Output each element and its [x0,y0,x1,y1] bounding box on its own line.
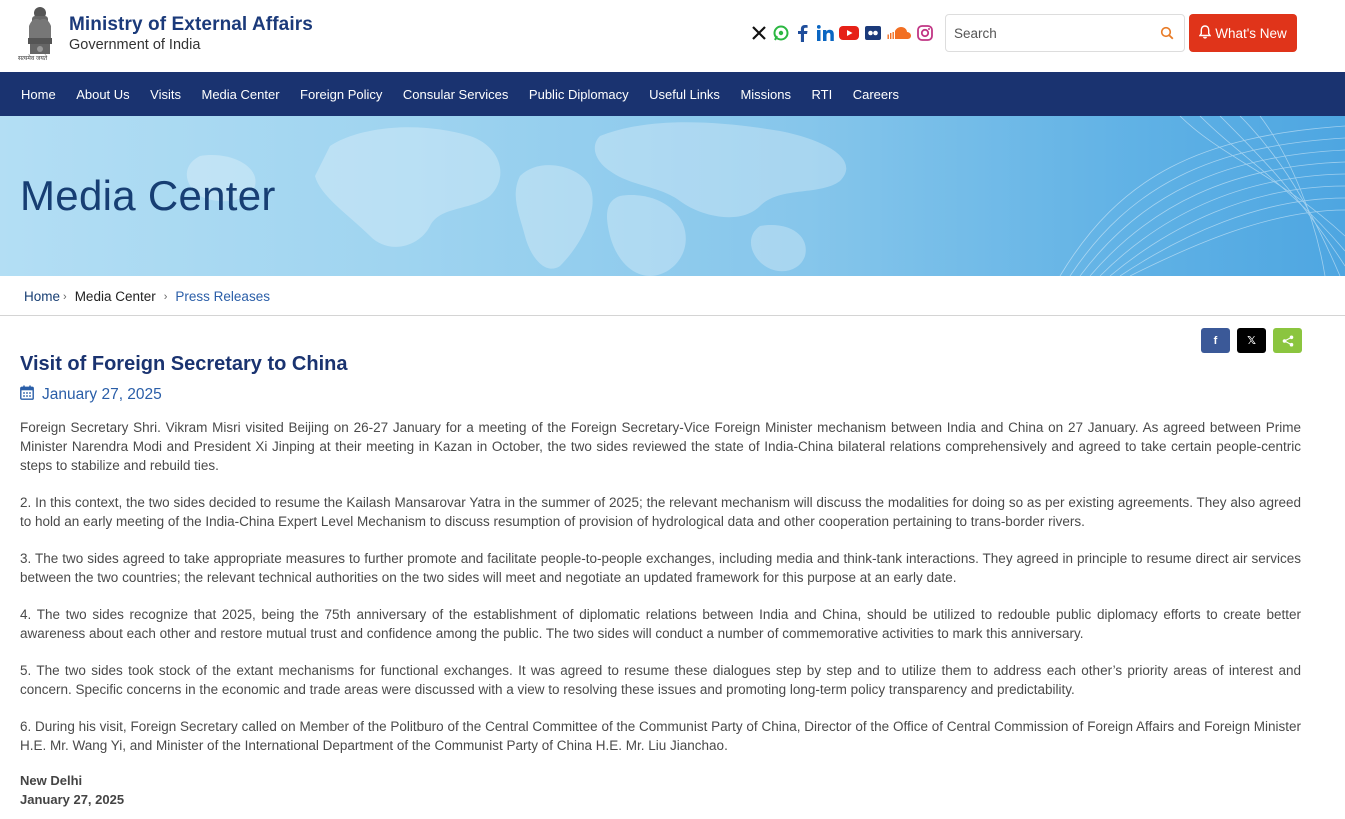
article-paragraph: 5. The two sides took stock of the extant mechanisms for functional exchanges. It was agreed to resume these dialogues step by step and to utilize them to address each other’s priority areas of interest and concern. Specific concerns in the economic and trade areas were discussed with a view to resolving these issues and promoting long-term policy transparency and predictability. [20,663,1301,697]
calendar-icon [20,385,34,405]
nav-consular-services[interactable]: Consular Services [402,86,509,102]
site-subtitle: Government of India [69,37,201,53]
article-title: Visit of Foreign Secretary to China [20,353,348,375]
breadcrumb-separator: › [163,290,168,303]
nav-rti[interactable]: RTI [811,86,833,102]
share-facebook-icon[interactable]: f [1201,328,1230,353]
national-emblem-logo[interactable] [20,4,60,66]
article-paragraph: 2. In this context, the two sides decided to resume the Kailash Mansarovar Yatra in the summer of 2025; the relevant mechanism will discuss the modalities for doing so as per existing agreements. They also agreed to hold an early meeting of the India-China Expert Level Mechanism to discuss resumption of provision of hydrological data and other cooperation pertaining to trans-border rivers. [20,495,1301,529]
article-paragraph: 4. The two sides recognize that 2025, being the 75th anniversary of the establishment of diplomatic relations between India and China, should be utilized to redouble public diplomacy efforts to create better awareness about each other and restore mutual trust and confidence among the public. The two sides will conduct a number of commemorative activities to mark this anniversary. [20,607,1301,641]
search-input[interactable] [954,15,1154,51]
linkedin-icon[interactable] [816,23,834,43]
article-paragraph: 6. During his visit, Foreign Secretary called on Member of the Politburo of the Central Committee of the Communist Party of China, Director of the Office of Central Commission of Foreign Affairs and Foreign Minister H.E. Mr. Wang Yi, and Minister of the International Department of the Communist Party of China H.E. Mr. Liu Jianchao. [20,719,1301,753]
breadcrumb-home[interactable]: Home [24,289,61,304]
signature-date: January 27, 2025 [20,792,125,807]
whats-new-button[interactable] [1189,14,1297,52]
flickr-icon[interactable] [864,23,882,43]
article-date [20,385,162,405]
breadcrumb [24,289,270,304]
article-signature [20,771,124,809]
whats-new-label: What's New [1215,25,1287,41]
signature-place: New Delhi [20,773,83,788]
breadcrumb-current: Press Releases [175,289,270,304]
search-box [945,14,1185,52]
nav-about-us[interactable]: About Us [76,86,130,102]
nav-foreign-policy[interactable]: Foreign Policy [300,86,383,102]
site-header [0,0,1345,72]
divider [0,315,1345,316]
social-links [750,23,934,43]
emblem-motto: सत्यमेव जयते [18,56,48,62]
facebook-icon[interactable] [794,23,812,43]
article-date-text: January 27, 2025 [42,386,162,403]
nav-missions[interactable]: Missions [740,86,792,102]
main-nav [0,72,1345,116]
share-icon[interactable] [1273,328,1302,353]
breadcrumb-media-center[interactable]: Media Center [74,289,156,304]
youtube-icon[interactable] [838,23,860,43]
nav-visits[interactable]: Visits [150,86,181,102]
soundcloud-icon[interactable] [886,23,912,43]
article-paragraph: Foreign Secretary Shri. Vikram Misri visited Beijing on 26-27 January for a meeting of the Foreign Secretary-Vice Foreign Minister mechanism between India and China on 27 January. As agreed between Prime Minister Narendra Modi and President Xi Jinping at their meeting in Kazan in October, the two sides reviewed the state of India-China bilateral relations comprehensively and agreed to take certain people-centric steps to stabilize and rebuild ties. [20,420,1301,473]
brand[interactable] [69,14,313,53]
page-banner [0,116,1345,276]
banner-title: Media Center [20,172,276,219]
nav-public-diplomacy[interactable]: Public Diplomacy [528,86,629,102]
x-icon[interactable] [750,23,768,43]
nav-home[interactable]: Home [21,86,56,102]
share-buttons [1201,328,1302,353]
whatsapp-icon[interactable] [772,23,790,43]
share-x-icon[interactable]: 𝕏 [1237,328,1266,353]
site-title: Ministry of External Affairs [69,14,313,35]
instagram-icon[interactable] [916,23,934,43]
breadcrumb-separator: › [63,290,67,303]
search-icon[interactable] [1160,26,1174,45]
nav-careers[interactable]: Careers [852,86,899,102]
nav-useful-links[interactable]: Useful Links [649,86,720,102]
article-paragraph: 3. The two sides agreed to take appropriate measures to further promote and facilitate people-to-people exchanges, including media and think-tank interactions. They agreed in principle to resume direct air services between the two countries; the relevant technical authorities on the two sides will meet and negotiate an updated framework for this purpose at an early date. [20,551,1301,585]
nav-media-center[interactable]: Media Center [201,86,280,102]
bell-icon [1199,25,1211,42]
article-body [20,418,1301,773]
